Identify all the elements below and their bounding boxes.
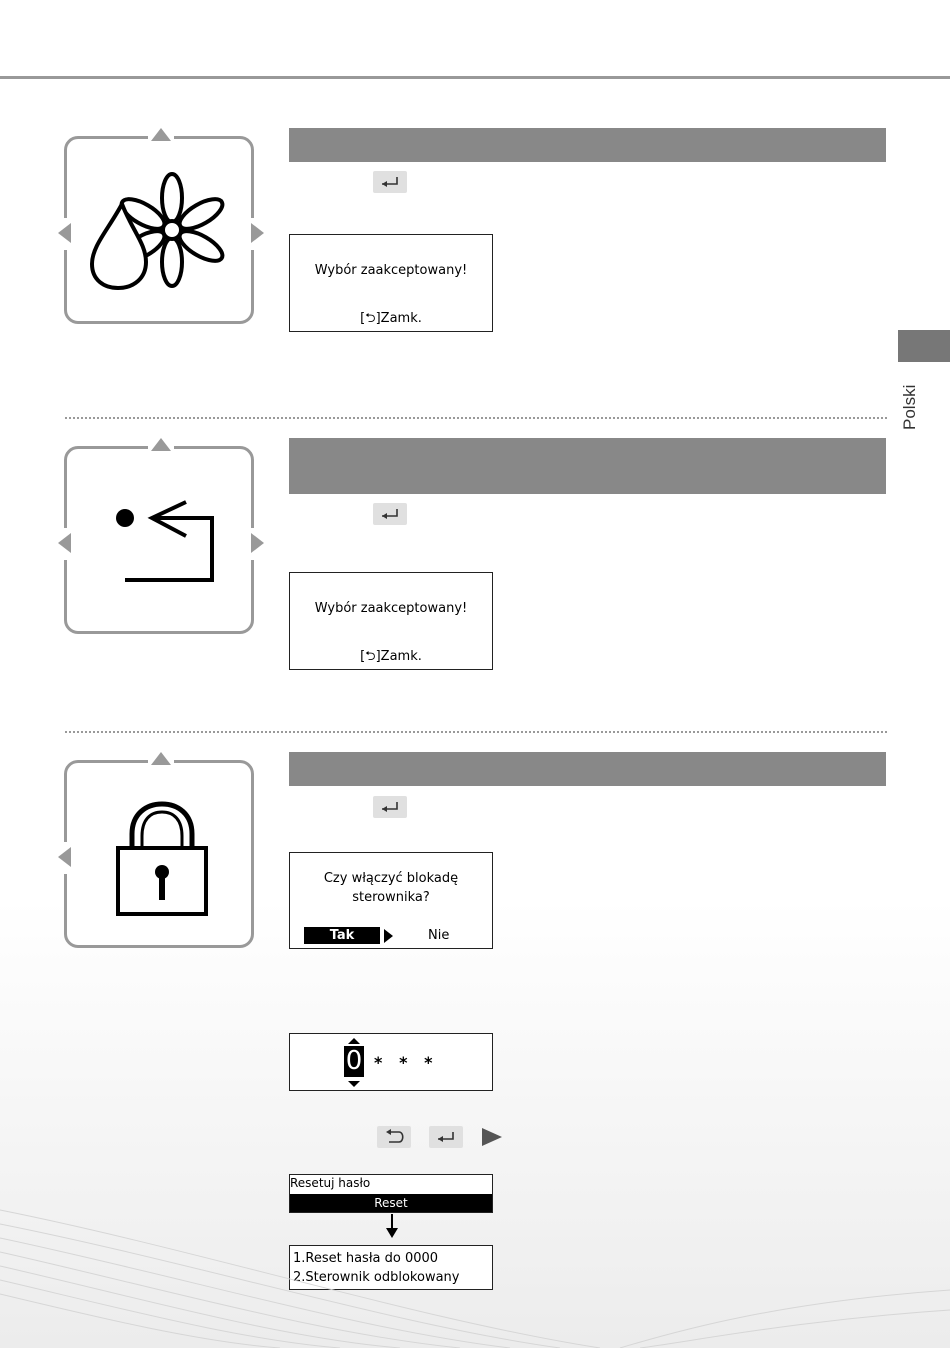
section-title-bar-1 bbox=[289, 128, 886, 162]
reset-button[interactable]: Reset bbox=[290, 1194, 492, 1212]
lcd-screen-1 bbox=[289, 234, 493, 332]
padlock-icon bbox=[114, 800, 210, 920]
back-key-icon bbox=[377, 1126, 411, 1148]
yes-no-selector bbox=[304, 927, 484, 945]
pin-digit[interactable]: 0 bbox=[345, 1046, 363, 1076]
lcd-line-1: Czy włączyć blokadę bbox=[323, 871, 459, 886]
pin-up-arrow-icon bbox=[348, 1037, 360, 1045]
arrow-up-icon bbox=[151, 752, 171, 765]
top-rule bbox=[0, 76, 950, 79]
arrow-up-icon bbox=[151, 438, 171, 451]
section-title-bar-2 bbox=[289, 438, 886, 494]
enter-key-icon bbox=[373, 171, 407, 193]
lcd-screen-3 bbox=[289, 852, 493, 949]
return-arrow-icon bbox=[110, 498, 220, 588]
no-option[interactable]: Nie bbox=[428, 928, 450, 943]
section-divider-2 bbox=[65, 731, 887, 733]
arrow-up-icon bbox=[151, 128, 171, 141]
lcd-line-2: [⮌]Zamk. bbox=[360, 649, 422, 664]
arrow-left-icon bbox=[58, 847, 71, 867]
section-title-bar-3 bbox=[289, 752, 886, 786]
language-label: Polski bbox=[900, 384, 919, 430]
enter-key-icon bbox=[373, 796, 407, 818]
reset-result-line-1: 1.Reset hasła do 0000 bbox=[293, 1251, 439, 1266]
pin-down-arrow-icon bbox=[348, 1080, 360, 1088]
lcd-screen-2 bbox=[289, 572, 493, 670]
lcd-line-2: sterownika? bbox=[352, 890, 430, 905]
arrow-left-icon bbox=[58, 533, 71, 553]
cursor-triangle-icon bbox=[384, 929, 393, 943]
pin-masked-digits: * * * bbox=[374, 1053, 433, 1072]
right-key-icon bbox=[475, 1126, 509, 1148]
enter-key-icon bbox=[373, 503, 407, 525]
drop-snowflake-icon bbox=[88, 170, 228, 294]
lcd-line-2: [⮌]Zamk. bbox=[360, 311, 422, 326]
arrow-right-icon bbox=[251, 223, 264, 243]
language-tab bbox=[898, 330, 950, 362]
arrow-left-icon bbox=[58, 223, 71, 243]
reset-header: Resetuj hasło bbox=[290, 1176, 371, 1190]
pin-screen bbox=[289, 1033, 493, 1091]
reset-result-line-2: 2.Sterownik odblokowany bbox=[293, 1270, 460, 1285]
lcd-line-1: Wybór zaakceptowany! bbox=[314, 263, 468, 278]
section-divider-1 bbox=[65, 417, 887, 419]
enter-key-icon bbox=[429, 1126, 463, 1148]
decorative-lines bbox=[0, 1190, 950, 1348]
yes-option[interactable]: Tak bbox=[304, 927, 380, 944]
lcd-line-1: Wybór zaakceptowany! bbox=[314, 601, 468, 616]
arrow-right-icon bbox=[251, 533, 264, 553]
